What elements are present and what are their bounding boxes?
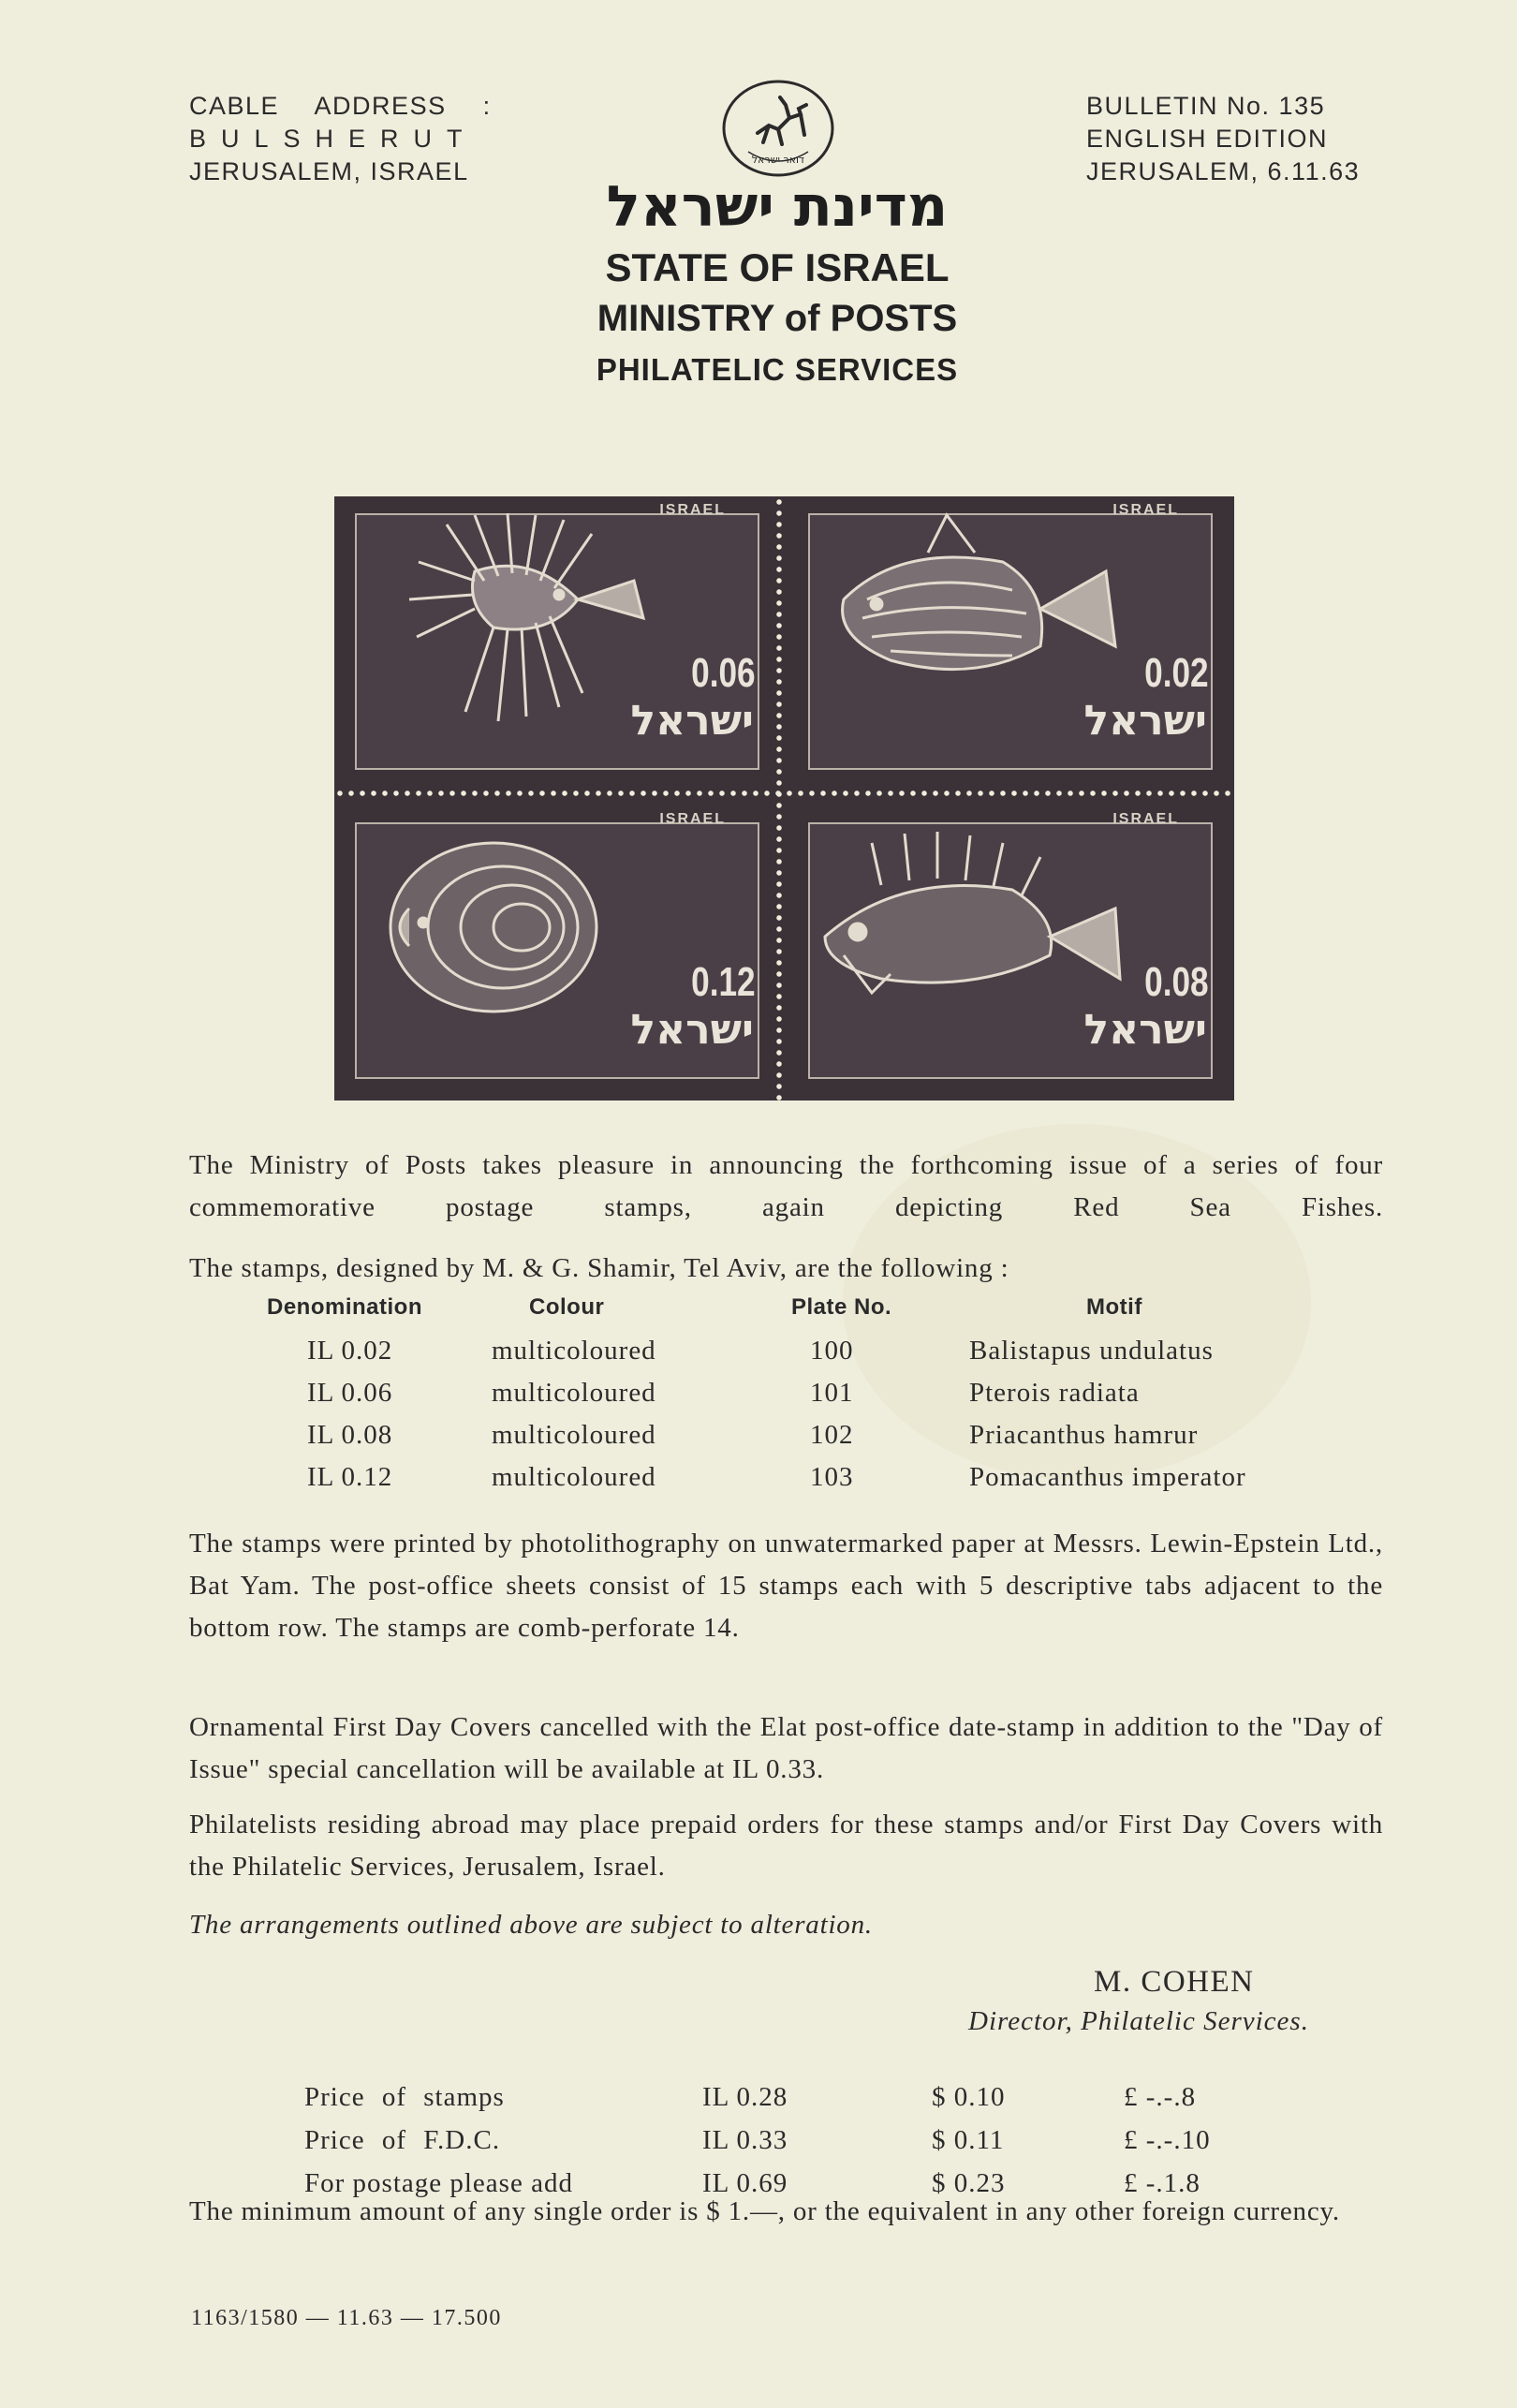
stamp-value: 0.12 <box>691 959 756 1005</box>
plate-cell: 102 <box>810 1420 854 1450</box>
denomination-cell: IL 0.02 <box>307 1336 393 1366</box>
cable-address-value: BULSHERUT <box>189 125 478 153</box>
colour-cell: multicoloured <box>492 1378 656 1408</box>
motif-header: Motif <box>1086 1294 1142 1320</box>
stamp-hebrew: ישראל <box>1083 697 1207 745</box>
stamp-lionfish <box>334 496 771 783</box>
bulletin-date: JERUSALEM, 6.11.63 <box>1086 157 1361 185</box>
designer-paragraph: The stamps, designed by M. & G. Shamir, Tel Aviv, are the following : <box>189 1253 1009 1283</box>
stamp-country: ISRAEL <box>659 811 726 827</box>
orders-paragraph: Philatelists residing abroad may place prepaid orders for these stamps and/or First Day Covers with the Philatelic Services, Jerusalem, Israel. <box>189 1810 1383 1882</box>
table-row <box>253 1456 1358 1499</box>
stamp-value: 0.02 <box>1144 650 1209 696</box>
price-label: Price of stamps <box>304 2081 505 2112</box>
cable-address-city: JERUSALEM, ISRAEL <box>189 157 469 185</box>
price-usd: $ 0.23 <box>932 2167 1006 2198</box>
stamp-angelfish <box>334 805 771 1092</box>
plate-cell: 101 <box>810 1378 854 1408</box>
emblem-text: דואר ישראל <box>751 154 805 166</box>
price-gbp: £ -.1.8 <box>1124 2167 1200 2198</box>
table-row <box>253 1330 1358 1372</box>
cable-address-block <box>189 90 498 188</box>
stamp-country: ISRAEL <box>1112 502 1179 518</box>
ministry-title: MINISTRY of POSTS <box>596 298 958 339</box>
bulletin-number: BULLETIN No. 135 <box>1086 92 1326 120</box>
motif-cell: Balistapus undulatus <box>969 1336 1214 1366</box>
printing-paragraph: The stamps were printed by photolithography on unwatermarked paper at Messrs. Lewin-Epstein Ltd., Bat Yam. The post-office sheets consist of 15 stamps each with 5 descriptive tabs adjacent to the bottom row. The stamps are comb-perforate 14. <box>189 1529 1383 1643</box>
price-il: IL 0.33 <box>702 2124 788 2155</box>
stamp-block-image <box>334 496 1234 1101</box>
price-row <box>304 2076 1211 2119</box>
colour-header: Colour <box>529 1294 605 1320</box>
price-il: IL 0.28 <box>702 2081 788 2112</box>
plate-cell: 100 <box>810 1336 854 1366</box>
stamp-hebrew: ישראל <box>630 697 754 745</box>
price-gbp: £ -.-.10 <box>1124 2124 1211 2155</box>
cable-address-label: CABLE ADDRESS : <box>189 92 492 120</box>
stamp-value: 0.08 <box>1144 959 1209 1005</box>
price-label: Price of F.D.C. <box>304 2124 501 2155</box>
stamp-spec-table <box>253 1294 1358 1499</box>
motif-cell: Pterois radiata <box>969 1378 1140 1408</box>
intro-paragraph: The Ministry of Posts takes pleasure in announcing the forthcoming issue of a series of four commemorative postage stamps, again depicting Red Sea Fishes. <box>189 1150 1383 1222</box>
stamp-bigeye <box>788 805 1224 1092</box>
table-row <box>253 1414 1358 1456</box>
fdc-paragraph: Ornamental First Day Covers cancelled with the Elat post-office date-stamp in addition to the "Day of Issue" special cancellation will be available at IL 0.33. <box>189 1712 1383 1784</box>
price-label: For postage please add <box>304 2167 573 2198</box>
motif-cell: Priacanthus hamrur <box>969 1420 1199 1450</box>
services-title: PHILATELIC SERVICES <box>596 352 959 387</box>
print-code: 1163/1580 — 11.63 — 17.500 <box>191 2306 502 2330</box>
denomination-header: Denomination <box>267 1294 422 1320</box>
state-title: STATE OF ISRAEL <box>605 245 950 289</box>
stamp-value: 0.06 <box>691 650 756 696</box>
price-usd: $ 0.11 <box>932 2124 1005 2155</box>
signature-name: M. COHEN <box>1094 1965 1255 1999</box>
price-gbp: £ -.-.8 <box>1124 2081 1197 2112</box>
hebrew-title: מדינת ישראל <box>606 174 949 240</box>
stamp-triggerfish <box>788 496 1224 783</box>
perforation-vertical <box>774 496 784 1101</box>
stamp-hebrew: ישראל <box>630 1006 754 1054</box>
price-table <box>304 2076 1211 2205</box>
colour-cell: multicoloured <box>492 1462 656 1492</box>
post-emblem-icon <box>720 77 836 180</box>
colour-cell: multicoloured <box>492 1336 656 1366</box>
bulletin-info-block <box>1086 90 1395 188</box>
alteration-note: The arrangements outlined above are subject to alteration. <box>189 1910 873 1940</box>
price-row <box>304 2119 1211 2162</box>
plate-cell: 103 <box>810 1462 854 1492</box>
plate-header: Plate No. <box>791 1294 892 1320</box>
price-usd: $ 0.10 <box>932 2081 1006 2112</box>
stamp-country: ISRAEL <box>1112 811 1179 827</box>
stamp-country: ISRAEL <box>659 502 726 518</box>
table-header-row <box>253 1294 1358 1330</box>
price-il: IL 0.69 <box>702 2167 788 2198</box>
perforation-horizontal <box>334 789 1234 798</box>
motif-cell: Pomacanthus imperator <box>969 1462 1246 1492</box>
bulletin-edition: ENGLISH EDITION <box>1086 125 1329 153</box>
stamp-hebrew: ישראל <box>1083 1006 1207 1054</box>
denomination-cell: IL 0.08 <box>307 1420 393 1450</box>
denomination-cell: IL 0.06 <box>307 1378 393 1408</box>
signature-title: Director, Philatelic Services. <box>968 2006 1309 2036</box>
denomination-cell: IL 0.12 <box>307 1462 393 1492</box>
minimum-order-paragraph: The minimum amount of any single order is $ 1.—, or the equivalent in any other foreign currency. <box>189 2196 1340 2226</box>
colour-cell: multicoloured <box>492 1420 656 1450</box>
table-row <box>253 1372 1358 1414</box>
